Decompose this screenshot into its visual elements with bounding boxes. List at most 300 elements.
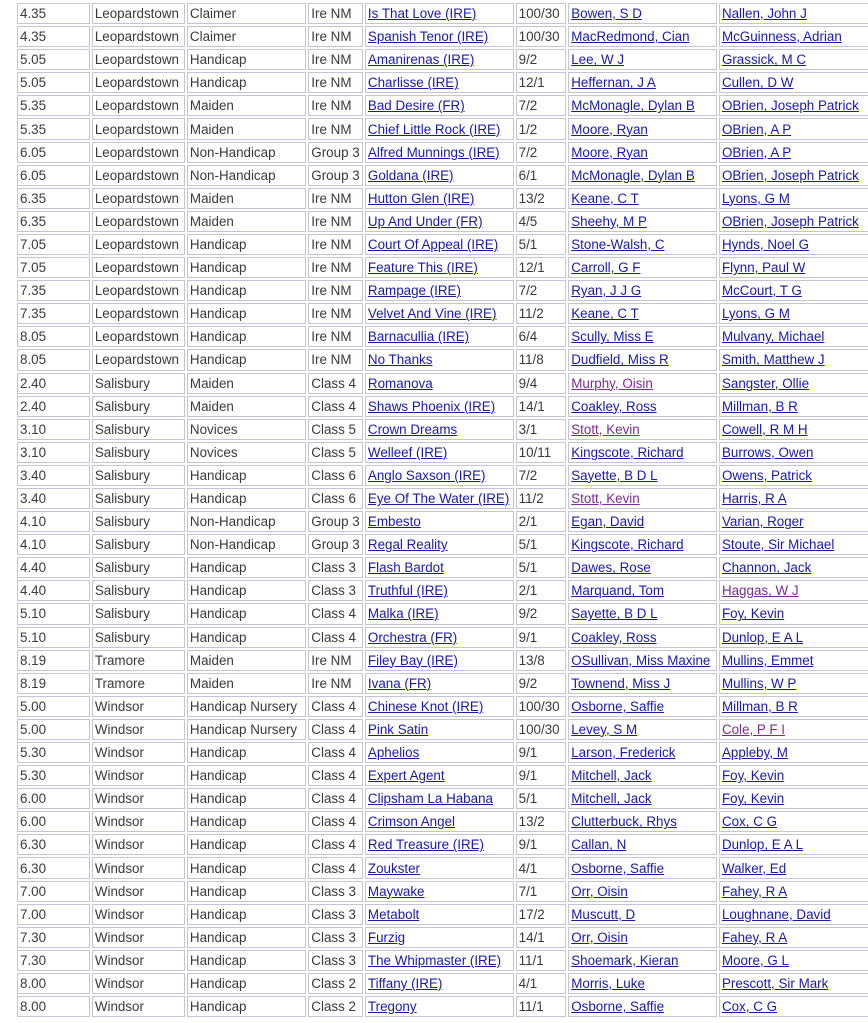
jockey-link[interactable]: Scully, Miss E [571,329,654,345]
trainer-link[interactable]: Lyons, G M [721,190,790,206]
course-cell: Windsor [92,857,185,878]
race-type-cell: Handicap [187,488,306,509]
trainer-link[interactable]: Millman, B R [721,398,798,414]
jockey-cell [568,719,717,740]
race-class-cell: Ire NM [308,280,363,301]
horse-cell [365,118,514,139]
jockey-cell [568,973,717,994]
odds-cell: 4/1 [516,973,567,994]
race-class-cell: Class 4 [308,811,363,832]
jockey-link[interactable]: Dawes, Rose [571,560,651,576]
trainer-link[interactable]: Foy, Kevin [721,606,785,622]
race-class-cell: Ire NM [308,349,363,370]
race-class-cell: Ire NM [308,211,363,232]
jockey-cell [568,950,717,971]
race-class-cell: Ire NM [308,72,363,93]
horse-cell [365,95,514,116]
trainer-link[interactable]: Foy, Kevin [721,791,785,807]
odds-cell: 11/8 [516,349,567,370]
horse-cell [365,465,514,486]
jockey-link[interactable]: Orr, Oisin [571,883,628,899]
trainer-link[interactable]: Smith, Matthew J [721,352,825,368]
horse-link[interactable]: Up And Under (FR) [367,213,483,229]
trainer-cell [719,142,868,163]
horse-link[interactable]: Charlisse (IRE) [367,75,459,91]
jockey-link[interactable]: Stone-Walsh, C [571,236,665,252]
trainer-link[interactable]: Cole, P F I [721,721,785,737]
horse-link[interactable]: Barnacullia (IRE) [367,329,470,345]
horse-link[interactable]: Anglo Saxson (IRE) [367,467,486,483]
trainer-cell [719,996,868,1017]
horse-link[interactable]: Truthful (IRE) [367,583,448,599]
course-cell: Salisbury [92,373,185,394]
jockey-link[interactable]: Moore, Ryan [571,121,648,137]
table-row [17,165,868,186]
jockey-cell [568,696,717,717]
jockey-cell [568,488,717,509]
jockey-link[interactable]: Carroll, G F [571,260,641,276]
trainer-link[interactable]: Mulvany, Michael [721,329,825,345]
trainer-cell [719,396,868,417]
trainer-link[interactable]: Flynn, Paul W [721,260,806,276]
trainer-link[interactable]: Cullen, D W [721,75,794,91]
race-type-cell: Non-Handicap [187,142,306,163]
trainer-link[interactable]: Fahey, R A [721,883,788,899]
race-time-cell: 8.05 [17,326,90,347]
horse-link[interactable]: Malka (IRE) [367,606,439,622]
jockey-link[interactable]: Egan, David [571,514,645,530]
trainer-link[interactable]: Dunlop, E A L [721,629,804,645]
table-row [17,465,868,486]
odds-cell: 7/2 [516,142,567,163]
race-class-cell: Ire NM [308,673,363,694]
jockey-link[interactable]: Osborne, Saffie [571,860,665,876]
race-class-cell: Class 4 [308,742,363,763]
race-time-cell: 2.40 [17,373,90,394]
jockey-cell [568,857,717,878]
table-row [17,303,868,324]
race-class-cell: Class 3 [308,904,363,925]
trainer-cell [719,788,868,809]
race-class-cell: Ire NM [308,3,363,24]
trainer-link[interactable]: Hynds, Noel G [721,236,810,252]
horse-link[interactable]: Red Treasure (IRE) [367,837,485,853]
table-row [17,511,868,532]
horse-link[interactable]: Feature This (IRE) [367,260,478,276]
race-time-cell: 3.10 [17,419,90,440]
trainer-cell [719,257,868,278]
course-cell: Leopardstown [92,349,185,370]
race-class-cell: Class 2 [308,996,363,1017]
trainer-cell [719,95,868,116]
horse-link[interactable]: Crown Dreams [367,421,458,437]
course-cell: Tramore [92,673,185,694]
jockey-link[interactable]: Sheehy, M P [571,213,647,229]
table-row [17,534,868,555]
trainer-link[interactable]: Prescott, Sir Mark [721,975,829,991]
trainer-link[interactable]: OBrien, A P [721,121,792,137]
odds-cell: 7/2 [516,465,567,486]
trainer-link[interactable]: Harris, R A [721,491,787,507]
race-type-cell: Maiden [187,650,306,671]
jockey-cell [568,465,717,486]
table-row [17,904,868,925]
trainer-link[interactable]: Owens, Patrick [721,467,812,483]
trainer-link[interactable]: Channon, Jack [721,560,812,576]
race-class-cell: Ire NM [308,49,363,70]
jockey-link[interactable]: Dudfield, Miss R [571,352,669,368]
table-row [17,973,868,994]
course-cell: Salisbury [92,419,185,440]
jockey-link[interactable]: Sayette, B D L [571,606,658,622]
race-class-cell: Ire NM [308,257,363,278]
trainer-cell [719,857,868,878]
table-row [17,788,868,809]
trainer-cell [719,211,868,232]
race-time-cell: 4.10 [17,534,90,555]
race-time-cell: 3.10 [17,442,90,463]
race-time-cell: 5.00 [17,719,90,740]
horse-link[interactable]: Hutton Glen (IRE) [367,190,475,206]
table-row [17,188,868,209]
jockey-cell [568,442,717,463]
horse-link[interactable]: Orchestra (FR) [367,629,458,645]
course-cell: Leopardstown [92,234,185,255]
trainer-cell [719,534,868,555]
trainer-link[interactable]: OBrien, Joseph Patrick [721,167,859,183]
race-type-cell: Handicap [187,465,306,486]
jockey-cell [568,511,717,532]
trainer-link[interactable]: Nallen, John J [721,6,807,22]
horse-link[interactable]: Pink Satin [367,721,429,737]
horse-link[interactable]: Flash Bardot [367,560,444,576]
trainer-link[interactable]: Sangster, Ollie [721,375,810,391]
trainer-cell [719,557,868,578]
trainer-link[interactable]: Cowell, R M H [721,421,808,437]
course-cell: Leopardstown [92,3,185,24]
trainer-link[interactable]: Mullins, Emmet [721,652,814,668]
jockey-cell [568,811,717,832]
table-row [17,650,868,671]
race-class-cell: Group 3 [308,534,363,555]
race-time-cell: 4.10 [17,511,90,532]
race-type-cell: Handicap [187,788,306,809]
jockey-cell [568,49,717,70]
jockey-link[interactable]: Clutterbuck, Rhys [571,814,677,830]
race-time-cell: 7.35 [17,303,90,324]
odds-cell: 4/5 [516,211,567,232]
race-type-cell: Handicap [187,950,306,971]
table-row [17,3,868,24]
odds-cell: 13/2 [516,188,567,209]
horse-link[interactable]: Filey Bay (IRE) [367,652,458,668]
jockey-link[interactable]: Orr, Oisin [571,929,628,945]
race-time-cell: 3.40 [17,465,90,486]
jockey-link[interactable]: Ryan, J J G [571,283,642,299]
race-type-cell: Non-Handicap [187,165,306,186]
horse-link[interactable]: Zoukster [367,860,421,876]
race-time-cell: 6.30 [17,857,90,878]
horse-link[interactable]: No Thanks [367,352,433,368]
course-cell: Salisbury [92,511,185,532]
horse-link[interactable]: Expert Agent [367,768,445,784]
horse-cell [365,142,514,163]
table-row [17,627,868,648]
race-class-cell: Class 4 [308,696,363,717]
jockey-link[interactable]: Kingscote, Richard [571,537,684,553]
race-class-cell: Class 4 [308,834,363,855]
trainer-link[interactable]: Grassick, M C [721,52,807,68]
jockey-link[interactable]: Osborne, Saffie [571,999,665,1015]
table-row [17,765,868,786]
horse-link[interactable]: Maywake [367,883,425,899]
jockey-link[interactable]: Stott, Kevin [571,491,640,507]
odds-cell: 11/1 [516,950,567,971]
horse-link[interactable]: Is That Love (IRE) [367,6,477,22]
jockey-cell [568,396,717,417]
jockey-link[interactable]: Bowen, S D [571,6,642,22]
trainer-link[interactable]: Mullins, W P [721,675,797,691]
trainer-link[interactable]: Haggas, W J [721,583,799,599]
jockey-link[interactable]: Coakley, Ross [571,398,657,414]
jockey-link[interactable]: McMonagle, Dylan B [571,98,695,114]
horse-cell [365,303,514,324]
race-type-cell: Handicap [187,234,306,255]
horse-link[interactable]: Tregony [367,999,417,1015]
table-row [17,95,868,116]
race-type-cell: Handicap [187,280,306,301]
horse-cell [365,950,514,971]
odds-cell: 2/1 [516,511,567,532]
jockey-cell [568,165,717,186]
race-time-cell: 7.00 [17,881,90,902]
horse-cell [365,442,514,463]
jockey-link[interactable]: Lee, W J [571,52,625,68]
race-class-cell: Class 3 [308,881,363,902]
horse-link[interactable]: Metabolt [367,906,420,922]
jockey-link[interactable]: Morris, Luke [571,975,645,991]
trainer-link[interactable]: McCourt, T G [721,283,802,299]
jockey-link[interactable]: Levey, S M [571,721,638,737]
horse-cell [365,280,514,301]
horse-link[interactable]: Welleef (IRE) [367,444,448,460]
trainer-cell [719,927,868,948]
odds-cell: 11/2 [516,303,567,324]
race-class-cell: Class 3 [308,580,363,601]
horse-link[interactable]: Regal Reality [367,537,448,553]
horse-cell [365,373,514,394]
course-cell: Salisbury [92,580,185,601]
race-class-cell: Ire NM [308,188,363,209]
horse-link[interactable]: Eye Of The Water (IRE) [367,491,510,507]
race-class-cell: Ire NM [308,326,363,347]
course-cell: Salisbury [92,603,185,624]
race-type-cell: Handicap Nursery [187,696,306,717]
trainer-link[interactable]: OBrien, A P [721,144,792,160]
table-row [17,326,868,347]
horse-link[interactable]: Goldana (IRE) [367,167,454,183]
horse-link[interactable]: Rampage (IRE) [367,283,461,299]
horse-link[interactable]: Romanova [367,375,433,391]
jockey-link[interactable]: Coakley, Ross [571,629,657,645]
trainer-link[interactable]: Moore, G L [721,952,789,968]
jockey-cell [568,603,717,624]
odds-cell: 11/1 [516,996,567,1017]
horse-link[interactable]: Ivana (FR) [367,675,432,691]
race-time-cell: 7.35 [17,280,90,301]
trainer-link[interactable]: Dunlop, E A L [721,837,804,853]
course-cell: Windsor [92,719,185,740]
jockey-link[interactable]: Mitchell, Jack [571,768,652,784]
horse-link[interactable]: Court Of Appeal (IRE) [367,236,499,252]
table-row [17,488,868,509]
race-type-cell: Handicap [187,72,306,93]
table-row [17,257,868,278]
horse-link[interactable]: Alfred Munnings (IRE) [367,144,500,160]
trainer-link[interactable]: OBrien, Joseph Patrick [721,213,859,229]
odds-cell: 7/2 [516,95,567,116]
horse-link[interactable]: Velvet And Vine (IRE) [367,306,497,322]
table-row [17,811,868,832]
race-type-cell: Maiden [187,373,306,394]
race-class-cell: Class 4 [308,627,363,648]
race-time-cell: 5.35 [17,118,90,139]
table-row [17,142,868,163]
horse-link[interactable]: Aphelios [367,745,420,761]
horse-link[interactable]: Spanish Tenor (IRE) [367,29,489,45]
trainer-link[interactable]: Burrows, Owen [721,444,814,460]
trainer-link[interactable]: Appleby, M [721,745,788,761]
jockey-cell [568,742,717,763]
race-time-cell: 6.05 [17,165,90,186]
jockey-cell [568,580,717,601]
odds-cell: 9/4 [516,373,567,394]
course-cell: Leopardstown [92,26,185,47]
horse-link[interactable]: The Whipmaster (IRE) [367,952,502,968]
jockey-link[interactable]: Larson, Frederick [571,745,676,761]
jockey-link[interactable]: OSullivan, Miss Maxine [571,652,711,668]
race-time-cell: 5.10 [17,627,90,648]
trainer-cell [719,442,868,463]
course-cell: Salisbury [92,465,185,486]
jockey-cell [568,627,717,648]
trainer-cell [719,72,868,93]
race-type-cell: Handicap [187,303,306,324]
trainer-link[interactable]: Cox, C G [721,999,777,1015]
trainer-link[interactable]: Lyons, G M [721,306,790,322]
jockey-link[interactable]: Townend, Miss J [571,675,671,691]
race-type-cell: Maiden [187,396,306,417]
horse-cell [365,349,514,370]
horse-link[interactable]: Chief Little Rock (IRE) [367,121,501,137]
trainer-cell [719,349,868,370]
race-type-cell: Handicap [187,742,306,763]
trainer-link[interactable]: McGuinness, Adrian [721,29,842,45]
race-type-cell: Handicap [187,857,306,878]
trainer-cell [719,511,868,532]
horse-link[interactable]: Furzig [367,929,406,945]
jockey-link[interactable]: MacRedmond, Cian [571,29,690,45]
trainer-link[interactable]: Cox, C G [721,814,777,830]
horse-link[interactable]: Crimson Angel [367,814,455,830]
trainer-cell [719,765,868,786]
horse-link[interactable]: Amanirenas (IRE) [367,52,475,68]
jockey-link[interactable]: Murphy, Oisin [571,375,653,391]
jockey-cell [568,557,717,578]
jockey-link[interactable]: Sayette, B D L [571,467,658,483]
trainer-cell [719,488,868,509]
horse-link[interactable]: Shaws Phoenix (IRE) [367,398,496,414]
race-class-cell: Class 4 [308,788,363,809]
jockey-link[interactable]: Shoemark, Kieran [571,952,679,968]
horse-link[interactable]: Tiffany (IRE) [367,975,443,991]
trainer-cell [719,973,868,994]
jockey-cell [568,650,717,671]
jockey-cell [568,349,717,370]
jockey-link[interactable]: Callan, N [571,837,627,853]
race-time-cell: 6.05 [17,142,90,163]
course-cell: Tramore [92,650,185,671]
jockey-link[interactable]: McMonagle, Dylan B [571,167,695,183]
table-row [17,26,868,47]
horse-cell [365,742,514,763]
trainer-cell [719,465,868,486]
table-row [17,996,868,1017]
race-type-cell: Handicap [187,603,306,624]
horse-cell [365,49,514,70]
jockey-link[interactable]: Heffernan, J A [571,75,656,91]
race-type-cell: Handicap [187,580,306,601]
horse-cell [365,72,514,93]
race-type-cell: Maiden [187,95,306,116]
race-time-cell: 7.05 [17,234,90,255]
course-cell: Leopardstown [92,72,185,93]
trainer-link[interactable]: Varian, Roger [721,514,804,530]
horse-link[interactable]: Chinese Knot (IRE) [367,698,484,714]
trainer-link[interactable]: OBrien, Joseph Patrick [721,98,859,114]
horse-cell [365,719,514,740]
odds-cell: 17/2 [516,904,567,925]
horse-link[interactable]: Bad Desire (FR) [367,98,465,114]
horse-link[interactable]: Embesto [367,514,421,530]
course-cell: Windsor [92,904,185,925]
jockey-link[interactable]: Muscutt, D [571,906,636,922]
jockey-link[interactable]: Keane, C T [571,306,639,322]
jockey-link[interactable]: Marquand, Tom [571,583,665,599]
jockey-link[interactable]: Stott, Kevin [571,421,640,437]
odds-cell: 100/30 [516,3,567,24]
trainer-link[interactable]: Stoute, Sir Michael [721,537,835,553]
trainer-link[interactable]: Loughnane, David [721,906,831,922]
trainer-link[interactable]: Fahey, R A [721,929,788,945]
odds-cell: 3/1 [516,419,567,440]
race-time-cell: 8.05 [17,349,90,370]
trainer-link[interactable]: Foy, Kevin [721,768,785,784]
trainer-link[interactable]: Walker, Ed [721,860,787,876]
table-row [17,49,868,70]
jockey-cell [568,118,717,139]
trainer-cell [719,650,868,671]
horse-link[interactable]: Clipsham La Habana [367,791,493,807]
jockey-link[interactable]: Kingscote, Richard [571,444,684,460]
jockey-link[interactable]: Keane, C T [571,190,639,206]
trainer-link[interactable]: Millman, B R [721,698,798,714]
jockey-link[interactable]: Mitchell, Jack [571,791,652,807]
jockey-link[interactable]: Osborne, Saffie [571,698,665,714]
trainer-cell [719,719,868,740]
course-cell: Windsor [92,696,185,717]
jockey-link[interactable]: Moore, Ryan [571,144,648,160]
